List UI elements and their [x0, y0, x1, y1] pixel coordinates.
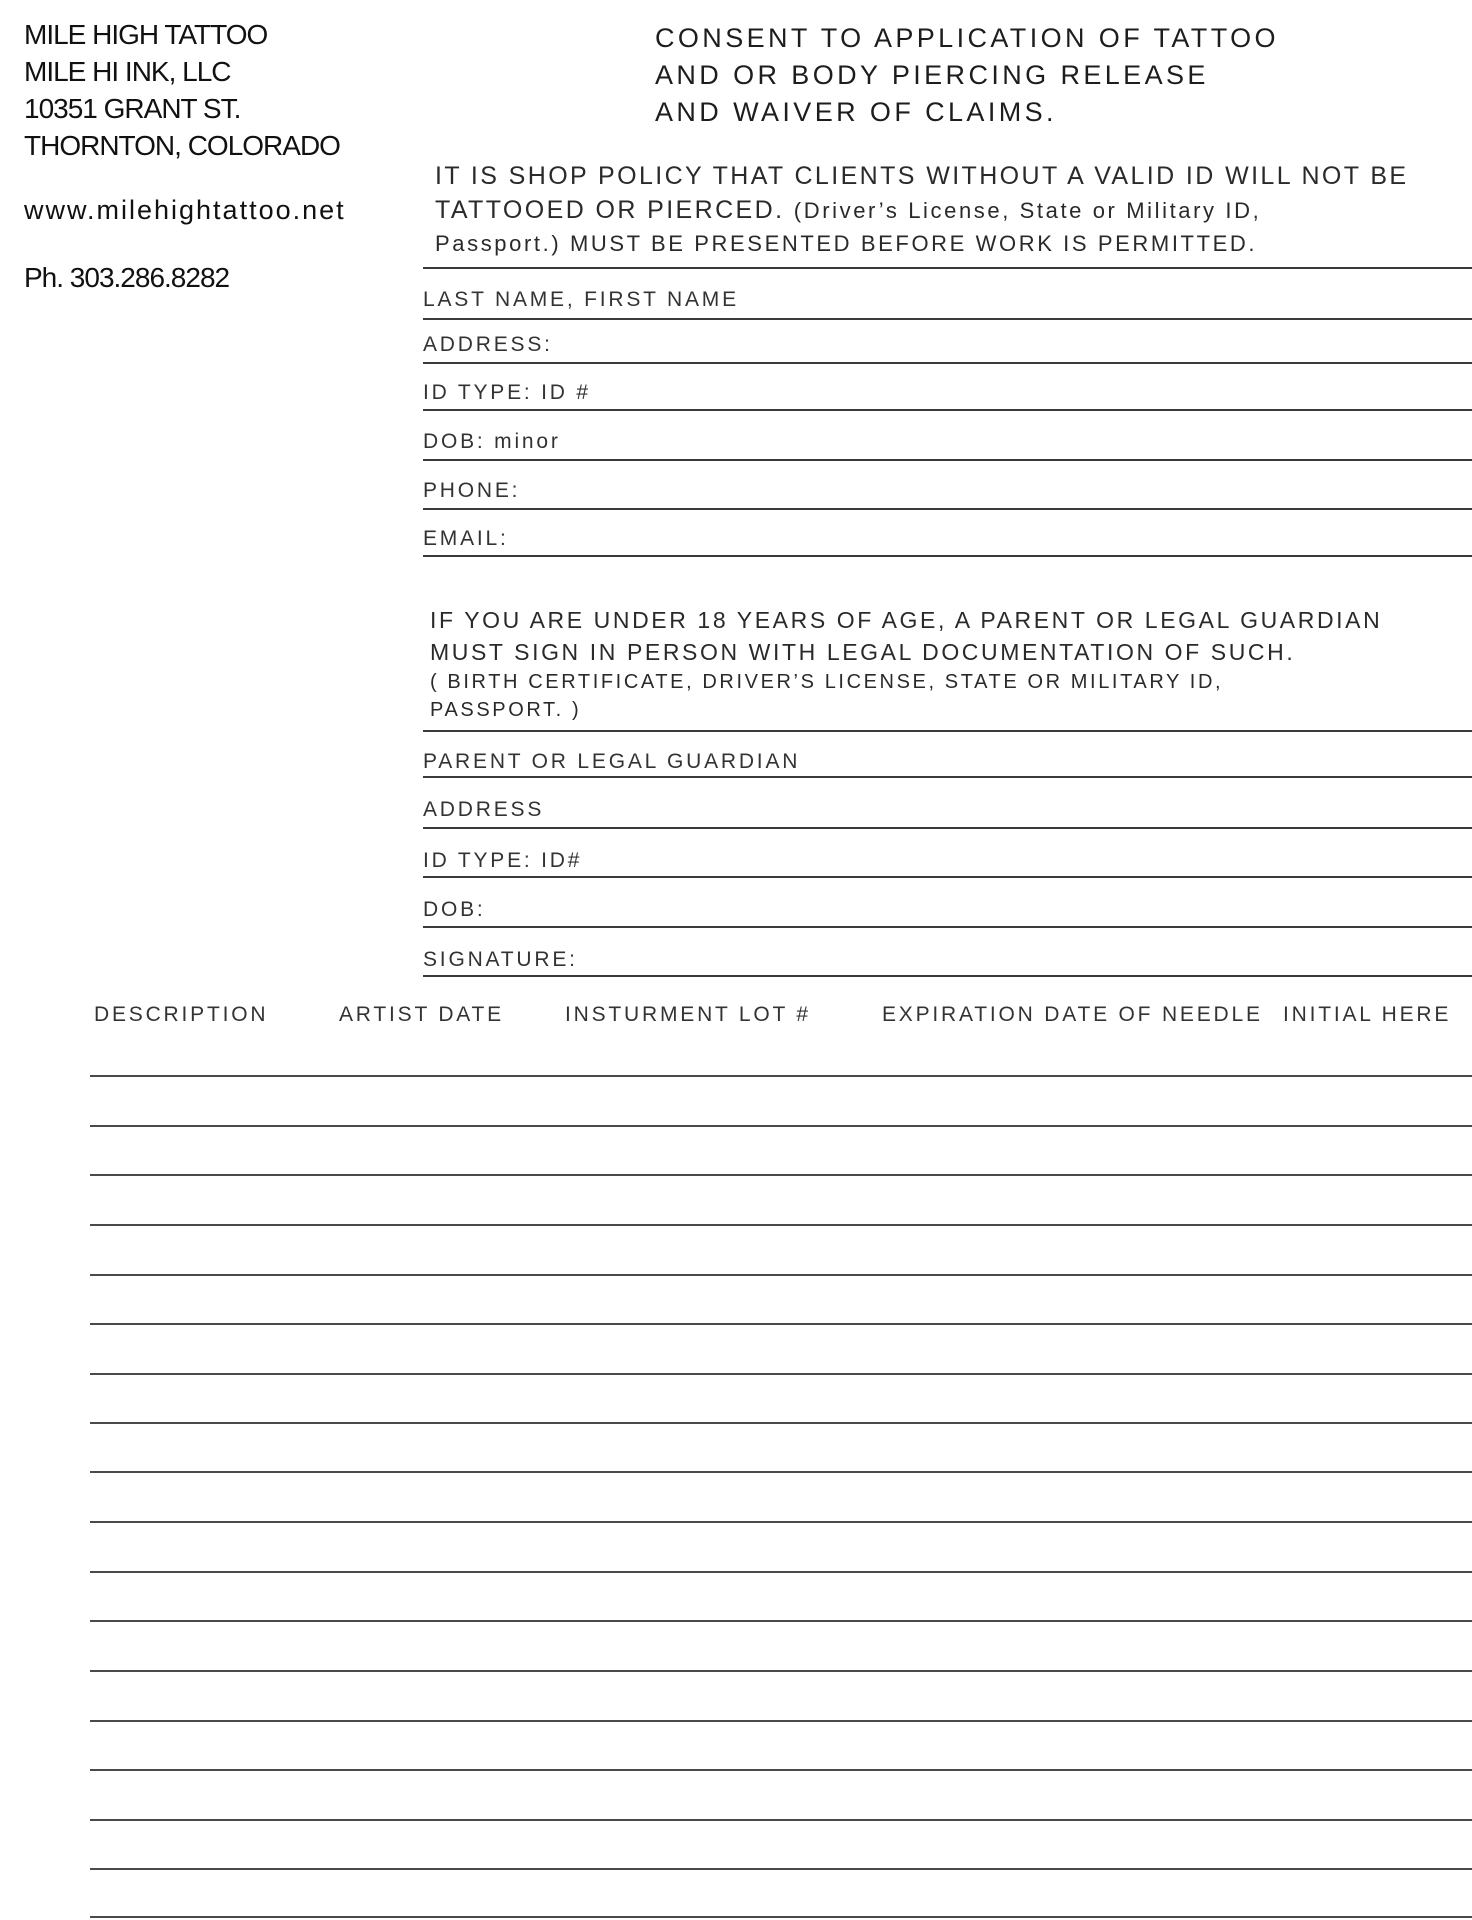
log-line[interactable]: [90, 1670, 1472, 1672]
id-policy-notice: [435, 158, 1465, 261]
title-line-3: AND WAIVER OF CLAIMS.: [655, 97, 1057, 127]
log-line[interactable]: [90, 1521, 1472, 1523]
field-label-guardian-address: ADDRESS: [423, 798, 545, 821]
minor-notice-line-4: PASSPORT. ): [430, 699, 582, 721]
minor-notice-line-2: MUST SIGN IN PERSON WITH LEGAL DOCUMENTATION OF SUCH.: [430, 639, 1296, 665]
policy-line-2: [435, 194, 1465, 227]
field-label-signature: SIGNATURE:: [423, 948, 578, 971]
policy-line-2-small: (Driver’s License, State or Military ID,: [793, 198, 1262, 223]
field-line-guardian-address[interactable]: [423, 827, 1472, 829]
log-line[interactable]: [90, 1471, 1472, 1473]
field-line-signature[interactable]: [423, 975, 1472, 977]
shop-name: MILE HIGH TATTOO: [24, 19, 268, 50]
field-label-email: EMAIL:: [423, 527, 509, 550]
field-line-guardian-dob[interactable]: [423, 926, 1472, 928]
policy-line-2-main: TATTOOED OR PIERCED.: [435, 196, 785, 224]
title-line-2: AND OR BODY PIERCING RELEASE: [655, 60, 1209, 90]
column-initial: INITIAL HERE: [1283, 1003, 1452, 1026]
log-line[interactable]: [90, 1422, 1472, 1424]
shop-street: 10351 GRANT ST.: [24, 93, 241, 124]
policy-line-3: Passport.) MUST BE PRESENTED BEFORE WORK IS PERMITTED.: [435, 231, 1258, 256]
log-line[interactable]: [90, 1224, 1472, 1226]
shop-city: THORNTON, COLORADO: [24, 130, 340, 161]
field-line-dob[interactable]: [423, 459, 1472, 461]
title-line-1: CONSENT TO APPLICATION OF TATTOO: [655, 23, 1279, 53]
log-line[interactable]: [90, 1720, 1472, 1722]
log-line[interactable]: [90, 1819, 1472, 1821]
column-instrument-lot: INSTURMENT LOT #: [565, 1003, 811, 1026]
log-line[interactable]: [90, 1868, 1472, 1870]
field-label-address: ADDRESS:: [423, 333, 553, 356]
field-line-name[interactable]: [423, 318, 1472, 320]
minor-notice-line-3: ( BIRTH CERTIFICATE, DRIVER’S LICENSE, STATE OR MILITARY ID,: [430, 671, 1224, 693]
field-line-email[interactable]: [423, 555, 1472, 557]
policy-line-1: IT IS SHOP POLICY THAT CLIENTS WITHOUT A VALID ID WILL NOT BE: [435, 162, 1409, 190]
log-line[interactable]: [90, 1323, 1472, 1325]
log-line[interactable]: [90, 1571, 1472, 1573]
shop-website: www.milehightattoo.net: [24, 195, 346, 225]
field-label-guardian-id: ID TYPE: ID#: [423, 849, 583, 872]
field-line-guardian[interactable]: [423, 776, 1472, 778]
log-line[interactable]: [90, 1769, 1472, 1771]
field-label-guardian-dob: DOB:: [423, 898, 486, 921]
shop-company: MILE HI INK, LLC: [24, 56, 231, 87]
minor-notice-line-1: IF YOU ARE UNDER 18 YEARS OF AGE, A PARENT OR LEGAL GUARDIAN: [430, 607, 1383, 633]
column-needle-expiration: EXPIRATION DATE OF NEEDLE: [882, 1003, 1263, 1026]
policy-divider: [423, 267, 1472, 269]
shop-phone: Ph. 303.286.8282: [24, 262, 230, 293]
log-line[interactable]: [90, 1620, 1472, 1622]
log-line[interactable]: [90, 1125, 1472, 1127]
log-line[interactable]: [90, 1174, 1472, 1176]
log-line[interactable]: [90, 1075, 1472, 1077]
shop-info: [24, 16, 424, 296]
log-line[interactable]: [90, 1274, 1472, 1276]
minor-divider: [423, 730, 1472, 732]
field-label-name: LAST NAME, FIRST NAME: [423, 288, 739, 311]
minor-notice: [430, 604, 1460, 724]
column-description: DESCRIPTION: [94, 1003, 269, 1026]
column-artist-date: ARTIST DATE: [339, 1003, 504, 1026]
log-line[interactable]: [90, 1373, 1472, 1375]
field-line-phone[interactable]: [423, 508, 1472, 510]
field-label-guardian: PARENT OR LEGAL GUARDIAN: [423, 750, 801, 773]
document-title: [655, 20, 1279, 131]
field-line-address[interactable]: [423, 362, 1472, 364]
field-label-phone: PHONE:: [423, 479, 521, 502]
field-label-id: ID TYPE: ID #: [423, 381, 591, 404]
field-label-dob: DOB: minor: [423, 430, 561, 453]
field-line-guardian-id[interactable]: [423, 876, 1472, 878]
log-line[interactable]: [90, 1916, 1472, 1918]
field-line-id[interactable]: [423, 409, 1472, 411]
